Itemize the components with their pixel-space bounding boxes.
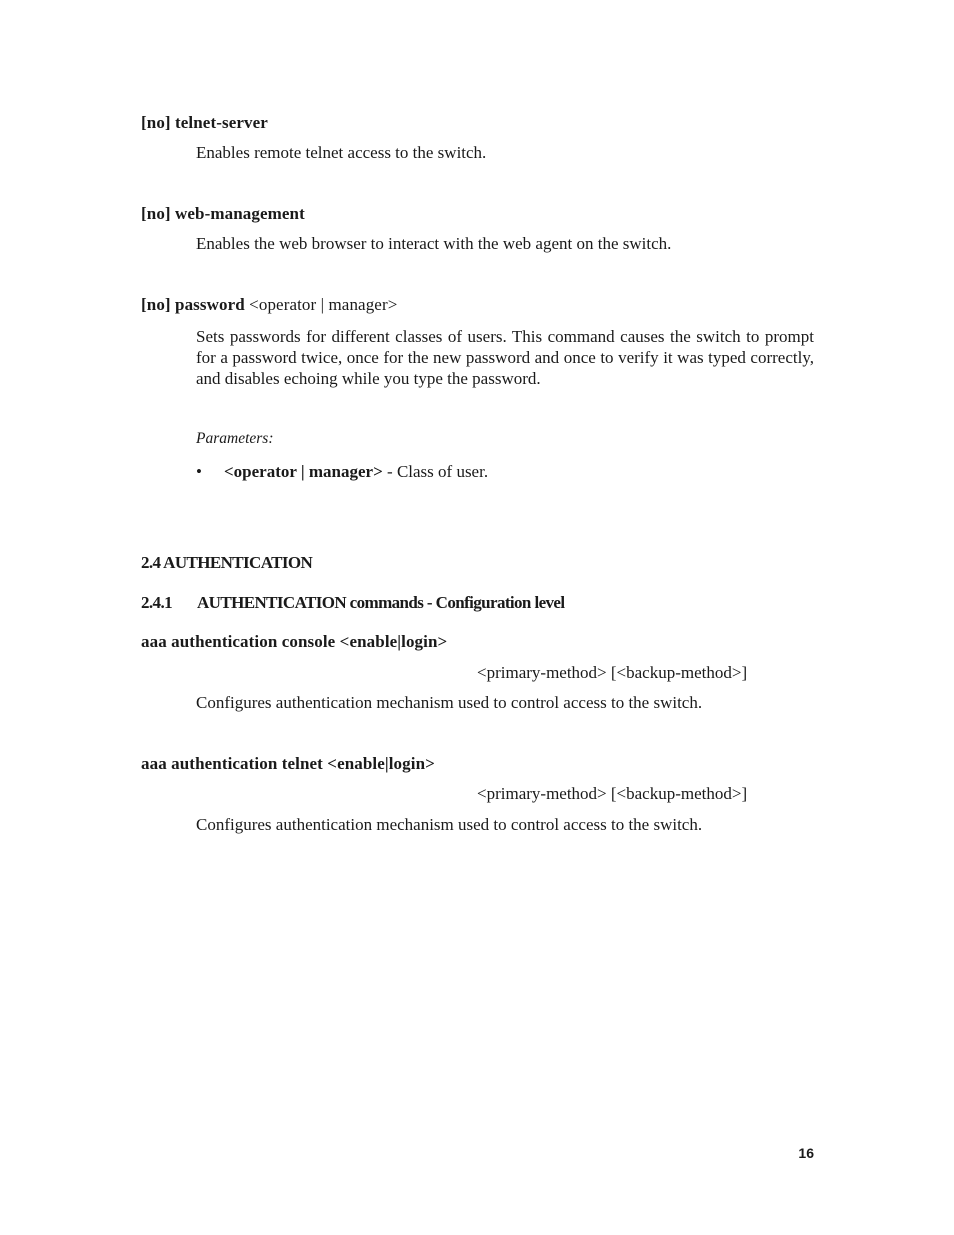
- password-description: Sets passwords for different classes of users. This command causes the switch to prompt for a password twice, once for the new password and once to verify it was typed correctly, and disables echoing while you type the password.: [196, 327, 814, 388]
- page-number: 16: [798, 1145, 814, 1161]
- parameters-label: Parameters:: [196, 430, 274, 447]
- web-management-command-title: [no] web-management: [141, 204, 305, 223]
- bullet-point: •: [196, 462, 202, 481]
- telnet-server-description: Enables remote telnet access to the switch.: [196, 143, 487, 162]
- subsection-title: AUTHENTICATION commands - Configuration level: [197, 593, 565, 612]
- telnet-server-command-title: [no] telnet-server: [141, 113, 268, 132]
- aaa-console-command-title: aaa authentication console <enable|login>: [141, 632, 448, 651]
- parameter-description: - Class of user.: [382, 462, 489, 481]
- web-management-description: Enables the web browser to interact with the web agent on the switch.: [196, 234, 672, 253]
- aaa-console-methods: <primary-method> [<backup-method>]: [477, 663, 748, 682]
- password-command-title: [141, 295, 397, 315]
- aaa-telnet-description: Configures authentication mechanism used to control access to the switch.: [196, 815, 703, 834]
- aaa-console-description: Configures authentication mechanism used to control access to the switch.: [196, 693, 703, 712]
- subsection-number: 2.4.1: [141, 593, 173, 612]
- parameter-list-item: [196, 462, 488, 482]
- subsection-heading: [141, 593, 564, 613]
- section-heading: 2.4 AUTHENTICATION: [141, 553, 313, 572]
- aaa-telnet-command-title: aaa authentication telnet <enable|login>: [141, 754, 435, 773]
- password-command-keyword: [no] password: [141, 295, 245, 314]
- password-command-args: <operator | manager>: [249, 295, 398, 314]
- parameter-name: <operator | manager>: [224, 462, 383, 481]
- aaa-telnet-methods: <primary-method> [<backup-method>]: [477, 784, 748, 803]
